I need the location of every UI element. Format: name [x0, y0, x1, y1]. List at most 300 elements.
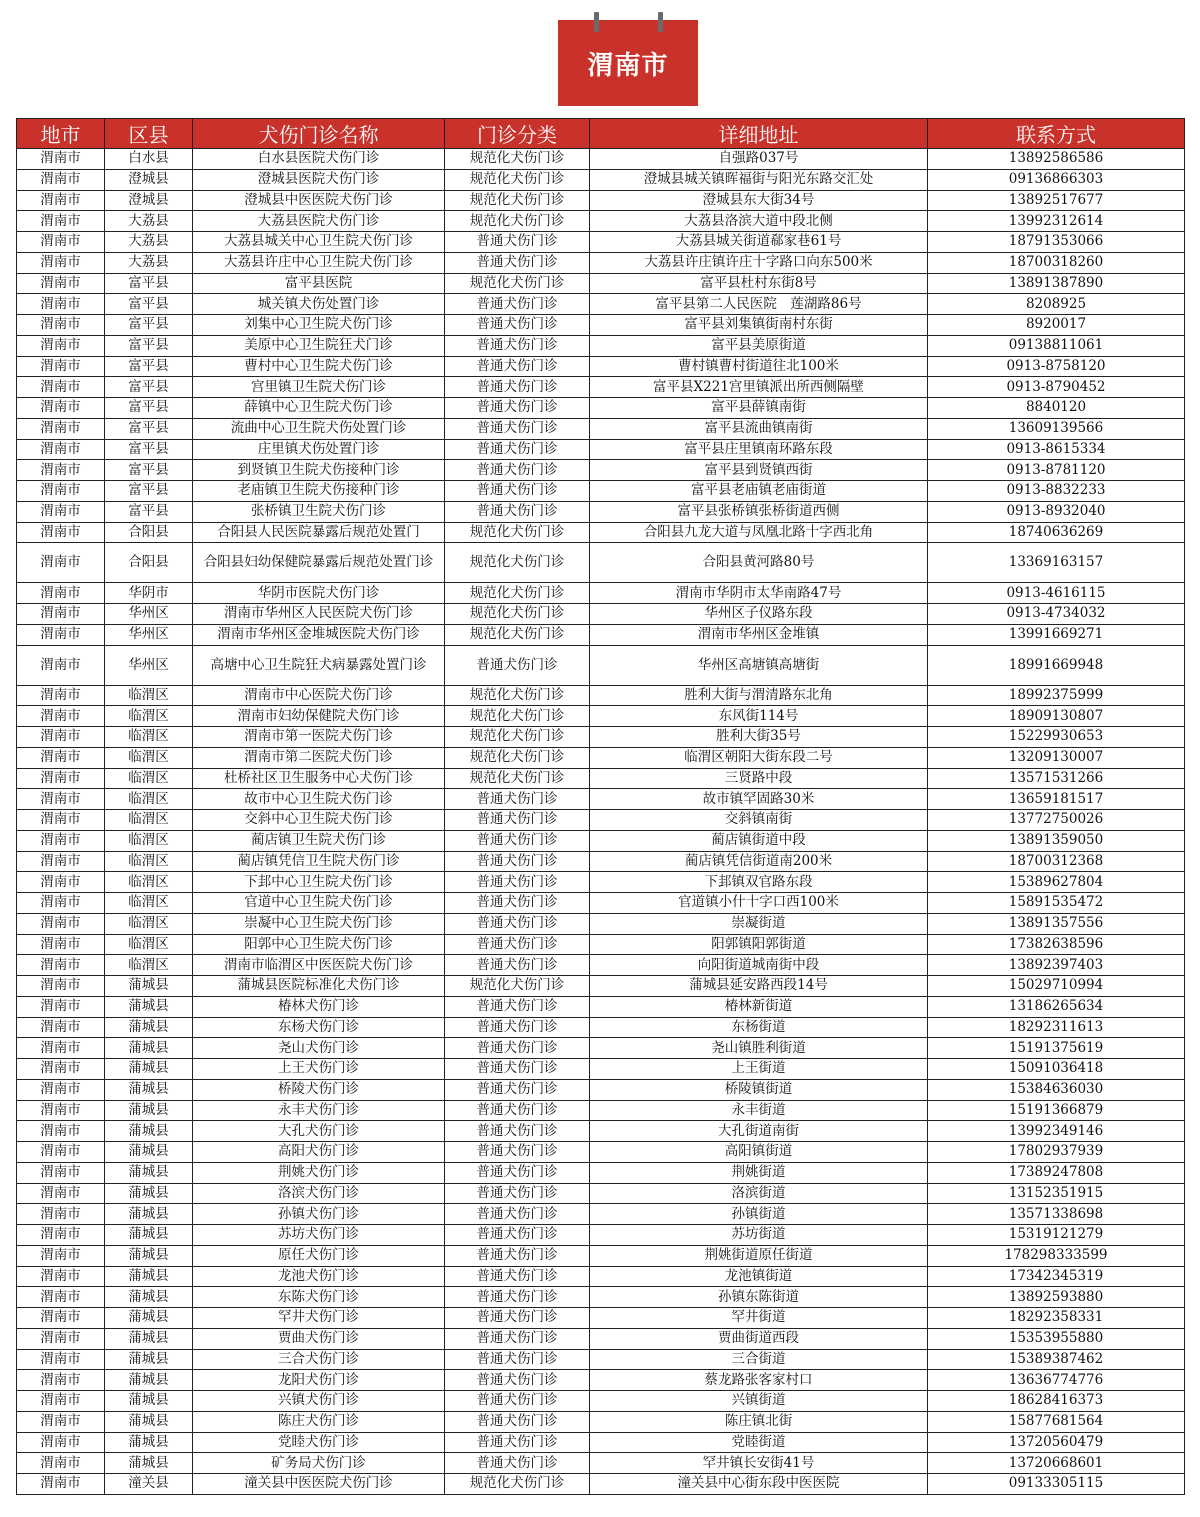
cell-district: 临渭区: [105, 789, 193, 810]
cell-contact: 17802937939: [928, 1142, 1185, 1163]
cell-district: 蒲城县: [105, 1411, 193, 1432]
cell-contact: 13992312614: [928, 211, 1185, 232]
table-row: [17, 706, 1185, 727]
cell-city: 渭南市: [17, 1204, 105, 1225]
cell-clinic-name: 薛镇中心卫生院犬伤门诊: [193, 398, 445, 419]
cell-clinic-name: 阳郭中心卫生院犬伤门诊: [193, 934, 445, 955]
cell-address: 富平县第二人民医院 莲湖路86号: [590, 294, 928, 315]
cell-address: 富平县庄里镇南环路东段: [590, 439, 928, 460]
cell-clinic-name: 尧山犬伤门诊: [193, 1038, 445, 1059]
table-row: [17, 501, 1185, 522]
cell-city: 渭南市: [17, 830, 105, 851]
cell-address: 富平县刘集镇街南村东街: [590, 315, 928, 336]
cell-clinic-type: 规范化犬伤门诊: [445, 273, 590, 294]
cell-district: 蒲城县: [105, 1059, 193, 1080]
cell-contact: 15091036418: [928, 1059, 1185, 1080]
cell-city: 渭南市: [17, 169, 105, 190]
cell-clinic-type: 普通犬伤门诊: [445, 1411, 590, 1432]
cell-city: 渭南市: [17, 232, 105, 253]
cell-clinic-type: 规范化犬伤门诊: [445, 747, 590, 768]
table-row: [17, 1121, 1185, 1142]
cell-address: 洛滨街道: [590, 1183, 928, 1204]
table-row: [17, 169, 1185, 190]
cell-address: 富平县杜村东街8号: [590, 273, 928, 294]
table-row: [17, 1245, 1185, 1266]
cell-clinic-name: 椿林犬伤门诊: [193, 996, 445, 1017]
cell-clinic-name: 永丰犬伤门诊: [193, 1100, 445, 1121]
cell-city: 渭南市: [17, 913, 105, 934]
table-row: [17, 685, 1185, 706]
cell-clinic-name: 美原中心卫生院狂犬门诊: [193, 335, 445, 356]
cell-contact: 18292358331: [928, 1308, 1185, 1329]
cell-clinic-name: 蔺店镇卫生院犬伤门诊: [193, 830, 445, 851]
cell-clinic-type: 规范化犬伤门诊: [445, 211, 590, 232]
cell-district: 蒲城县: [105, 1391, 193, 1412]
cell-clinic-type: 普通犬伤门诊: [445, 1183, 590, 1204]
cell-clinic-type: 普通犬伤门诊: [445, 645, 590, 685]
cell-address: 向阳街道城南街中段: [590, 955, 928, 976]
cell-clinic-name: 东陈犬伤门诊: [193, 1287, 445, 1308]
cell-city: 渭南市: [17, 996, 105, 1017]
cell-address: 龙池镇街道: [590, 1266, 928, 1287]
cell-district: 蒲城县: [105, 1328, 193, 1349]
cell-clinic-name: 大荔县许庄中心卫生院犬伤门诊: [193, 252, 445, 273]
cell-contact: 178298333599: [928, 1245, 1185, 1266]
cell-district: 蒲城县: [105, 996, 193, 1017]
cell-clinic-type: 普通犬伤门诊: [445, 460, 590, 481]
cell-contact: 15229930653: [928, 727, 1185, 748]
cell-clinic-type: 普通犬伤门诊: [445, 1245, 590, 1266]
cell-district: 蒲城县: [105, 1308, 193, 1329]
cell-address: 苏坊街道: [590, 1225, 928, 1246]
cell-clinic-type: 规范化犬伤门诊: [445, 685, 590, 706]
cell-clinic-name: 曹村中心卫生院犬伤门诊: [193, 356, 445, 377]
cell-district: 临渭区: [105, 685, 193, 706]
cell-clinic-type: 普通犬伤门诊: [445, 934, 590, 955]
table-row: [17, 1391, 1185, 1412]
cell-district: 临渭区: [105, 768, 193, 789]
cell-address: 罕井街道: [590, 1308, 928, 1329]
table-row: [17, 747, 1185, 768]
cell-address: 蒲城县延安路西段14号: [590, 976, 928, 997]
cell-clinic-type: 规范化犬伤门诊: [445, 727, 590, 748]
cell-contact: 17342345319: [928, 1266, 1185, 1287]
cell-clinic-type: 普通犬伤门诊: [445, 996, 590, 1017]
cell-contact: 18292311613: [928, 1017, 1185, 1038]
cell-address: 富平县张桥镇张桥街道西侧: [590, 501, 928, 522]
cell-city: 渭南市: [17, 685, 105, 706]
cell-contact: 15191375619: [928, 1038, 1185, 1059]
cell-district: 蒲城县: [105, 1245, 193, 1266]
table-row: [17, 1453, 1185, 1474]
cell-address: 孙镇东陈街道: [590, 1287, 928, 1308]
cell-clinic-type: 普通犬伤门诊: [445, 851, 590, 872]
cell-contact: 15384636030: [928, 1079, 1185, 1100]
cell-contact: 13209130007: [928, 747, 1185, 768]
cell-clinic-name: 合阳县人民医院暴露后规范处置门: [193, 522, 445, 543]
cell-clinic-type: 普通犬伤门诊: [445, 872, 590, 893]
cell-district: 临渭区: [105, 872, 193, 893]
cell-address: 兴镇街道: [590, 1391, 928, 1412]
cell-district: 富平县: [105, 356, 193, 377]
cell-city: 渭南市: [17, 439, 105, 460]
cell-district: 蒲城县: [105, 1266, 193, 1287]
cell-clinic-name: 高阳犬伤门诊: [193, 1142, 445, 1163]
cell-contact: 18791353066: [928, 232, 1185, 253]
cell-district: 大荔县: [105, 252, 193, 273]
cell-address: 富平县流曲镇南街: [590, 418, 928, 439]
table-row: [17, 1266, 1185, 1287]
cell-district: 蒲城县: [105, 1121, 193, 1142]
cell-contact: 13609139566: [928, 418, 1185, 439]
cell-clinic-name: 东杨犬伤门诊: [193, 1017, 445, 1038]
cell-contact: 15319121279: [928, 1225, 1185, 1246]
cell-clinic-name: 下邽中心卫生院犬伤门诊: [193, 872, 445, 893]
cell-contact: 13891387890: [928, 273, 1185, 294]
cell-district: 富平县: [105, 273, 193, 294]
cell-clinic-name: 高塘中心卫生院狂犬病暴露处置门诊: [193, 645, 445, 685]
cell-clinic-type: 规范化犬伤门诊: [445, 149, 590, 170]
cell-address: 蔺店镇街道中段: [590, 830, 928, 851]
table-row: [17, 460, 1185, 481]
cell-contact: 15353955880: [928, 1328, 1185, 1349]
cell-contact: 15029710994: [928, 976, 1185, 997]
cell-contact: 13636774776: [928, 1370, 1185, 1391]
cell-city: 渭南市: [17, 356, 105, 377]
cell-address: 大孔街道南街: [590, 1121, 928, 1142]
cell-clinic-name: 蒲城县医院标准化犬伤门诊: [193, 976, 445, 997]
cell-address: 富平县薛镇南街: [590, 398, 928, 419]
cell-clinic-name: 澄城县医院犬伤门诊: [193, 169, 445, 190]
cell-address: 蔺店镇凭信街道南200米: [590, 851, 928, 872]
cell-clinic-type: 规范化犬伤门诊: [445, 190, 590, 211]
table-row: [17, 481, 1185, 502]
cell-address: 东杨街道: [590, 1017, 928, 1038]
cell-contact: 0913-8758120: [928, 356, 1185, 377]
cell-contact: 13892586586: [928, 149, 1185, 170]
cell-contact: 09138811061: [928, 335, 1185, 356]
cell-contact: 15389387462: [928, 1349, 1185, 1370]
cell-clinic-type: 规范化犬伤门诊: [445, 604, 590, 625]
table-row: [17, 934, 1185, 955]
cell-contact: 15877681564: [928, 1411, 1185, 1432]
cell-city: 渭南市: [17, 1183, 105, 1204]
cell-clinic-name: 罕井犬伤门诊: [193, 1308, 445, 1329]
cell-address: 华州区子仪路东段: [590, 604, 928, 625]
cell-district: 富平县: [105, 315, 193, 336]
cell-clinic-name: 矿务局犬伤门诊: [193, 1453, 445, 1474]
header-district: 区县: [105, 119, 193, 149]
cell-clinic-name: 流曲中心卫生院犬伤处置门诊: [193, 418, 445, 439]
cell-district: 华阴市: [105, 583, 193, 604]
cell-clinic-type: 普通犬伤门诊: [445, 377, 590, 398]
cell-contact: 17382638596: [928, 934, 1185, 955]
cell-clinic-type: 普通犬伤门诊: [445, 1328, 590, 1349]
cell-address: 渭南市华州区金堆镇: [590, 624, 928, 645]
cell-district: 临渭区: [105, 830, 193, 851]
cell-clinic-name: 刘集中心卫生院犬伤门诊: [193, 315, 445, 336]
cell-clinic-type: 普通犬伤门诊: [445, 335, 590, 356]
cell-clinic-name: 庄里镇犬伤处置门诊: [193, 439, 445, 460]
cell-district: 华州区: [105, 645, 193, 685]
table-row: [17, 1349, 1185, 1370]
cell-city: 渭南市: [17, 1328, 105, 1349]
cell-city: 渭南市: [17, 1059, 105, 1080]
cell-city: 渭南市: [17, 1121, 105, 1142]
cell-city: 渭南市: [17, 1225, 105, 1246]
cell-address: 尧山镇胜利街道: [590, 1038, 928, 1059]
cell-district: 合阳县: [105, 543, 193, 583]
cell-address: 澄城县城关镇晖福街与阳光东路交汇处: [590, 169, 928, 190]
cell-clinic-type: 普通犬伤门诊: [445, 1017, 590, 1038]
cell-contact: 0913-8615334: [928, 439, 1185, 460]
city-title-badge: [558, 18, 698, 106]
cell-clinic-name: 上王犬伤门诊: [193, 1059, 445, 1080]
cell-clinic-type: 普通犬伤门诊: [445, 232, 590, 253]
cell-contact: 13772750026: [928, 810, 1185, 831]
table-row: [17, 1183, 1185, 1204]
cell-clinic-name: 到贤镇卫生院犬伤接种门诊: [193, 460, 445, 481]
table-row: [17, 315, 1185, 336]
cell-contact: 13991669271: [928, 624, 1185, 645]
table-row: [17, 976, 1185, 997]
cell-city: 渭南市: [17, 190, 105, 211]
cell-city: 渭南市: [17, 1370, 105, 1391]
cell-clinic-type: 规范化犬伤门诊: [445, 522, 590, 543]
cell-clinic-name: 宫里镇卫生院犬伤门诊: [193, 377, 445, 398]
cell-address: 胜利大街35号: [590, 727, 928, 748]
cell-clinic-name: 渭南市中心医院犬伤门诊: [193, 685, 445, 706]
table-row: [17, 1474, 1185, 1495]
cell-contact: 0913-8790452: [928, 377, 1185, 398]
cell-clinic-type: 普通犬伤门诊: [445, 1100, 590, 1121]
cell-clinic-type: 普通犬伤门诊: [445, 439, 590, 460]
cell-contact: 13571531266: [928, 768, 1185, 789]
cell-city: 渭南市: [17, 398, 105, 419]
cell-district: 华州区: [105, 604, 193, 625]
cell-district: 蒲城县: [105, 1432, 193, 1453]
cell-city: 渭南市: [17, 1017, 105, 1038]
table-row: [17, 604, 1185, 625]
cell-city: 渭南市: [17, 1349, 105, 1370]
cell-contact: 13892397403: [928, 955, 1185, 976]
cell-clinic-type: 普通犬伤门诊: [445, 913, 590, 934]
cell-clinic-type: 普通犬伤门诊: [445, 1287, 590, 1308]
cell-city: 渭南市: [17, 747, 105, 768]
cell-clinic-name: 官道中心卫生院犬伤门诊: [193, 893, 445, 914]
cell-clinic-type: 普通犬伤门诊: [445, 481, 590, 502]
cell-clinic-type: 规范化犬伤门诊: [445, 768, 590, 789]
cell-city: 渭南市: [17, 335, 105, 356]
cell-district: 大荔县: [105, 211, 193, 232]
cell-city: 渭南市: [17, 294, 105, 315]
table-row: [17, 624, 1185, 645]
cell-clinic-name: 合阳县妇幼保健院暴露后规范处置门诊: [193, 543, 445, 583]
cell-city: 渭南市: [17, 1432, 105, 1453]
cell-clinic-type: 规范化犬伤门诊: [445, 706, 590, 727]
cell-city: 渭南市: [17, 893, 105, 914]
cell-address: 党睦街道: [590, 1432, 928, 1453]
cell-district: 大荔县: [105, 232, 193, 253]
cell-address: 潼关县中心街东段中医医院: [590, 1474, 928, 1495]
cell-address: 富平县X221宫里镇派出所西侧隔壁: [590, 377, 928, 398]
cell-city: 渭南市: [17, 1453, 105, 1474]
city-title: 渭南市: [587, 50, 669, 81]
cell-clinic-name: 老庙镇卫生院犬伤接种门诊: [193, 481, 445, 502]
cell-district: 富平县: [105, 460, 193, 481]
cell-address: 蔡龙路张客家村口: [590, 1370, 928, 1391]
cell-city: 渭南市: [17, 1079, 105, 1100]
cell-address: 临渭区朝阳大街东段二号: [590, 747, 928, 768]
cell-contact: 18909130807: [928, 706, 1185, 727]
cell-district: 蒲城县: [105, 1183, 193, 1204]
cell-city: 渭南市: [17, 645, 105, 685]
cell-district: 蒲城县: [105, 1287, 193, 1308]
cell-address: 三合街道: [590, 1349, 928, 1370]
table-row: [17, 645, 1185, 685]
table-row: [17, 583, 1185, 604]
cell-address: 富平县到贤镇西街: [590, 460, 928, 481]
table-row: [17, 273, 1185, 294]
cell-contact: 8208925: [928, 294, 1185, 315]
cell-address: 曹村镇曹村街道往北100米: [590, 356, 928, 377]
cell-contact: 18991669948: [928, 645, 1185, 685]
cell-city: 渭南市: [17, 955, 105, 976]
table-row: [17, 377, 1185, 398]
cell-clinic-name: 潼关县中医医院犬伤门诊: [193, 1474, 445, 1495]
cell-city: 渭南市: [17, 583, 105, 604]
cell-city: 渭南市: [17, 810, 105, 831]
cell-clinic-name: 杜桥社区卫生服务中心犬伤门诊: [193, 768, 445, 789]
cell-contact: 0913-4734032: [928, 604, 1185, 625]
cell-district: 富平县: [105, 294, 193, 315]
cell-contact: 13891359050: [928, 830, 1185, 851]
cell-clinic-type: 普通犬伤门诊: [445, 1079, 590, 1100]
cell-clinic-type: 普通犬伤门诊: [445, 294, 590, 315]
cell-address: 下邽镇双官路东段: [590, 872, 928, 893]
table-row: [17, 398, 1185, 419]
cell-contact: 13659181517: [928, 789, 1185, 810]
cell-district: 澄城县: [105, 169, 193, 190]
binder-ring-icon: [594, 12, 599, 32]
cell-clinic-name: 桥陵犬伤门诊: [193, 1079, 445, 1100]
cell-district: 合阳县: [105, 522, 193, 543]
cell-address: 交斜镇南街: [590, 810, 928, 831]
table-body: [17, 149, 1185, 1495]
cell-address: 上王街道: [590, 1059, 928, 1080]
cell-district: 蒲城县: [105, 1142, 193, 1163]
cell-clinic-name: 华阴市医院犬伤门诊: [193, 583, 445, 604]
cell-contact: 13892593880: [928, 1287, 1185, 1308]
cell-contact: 0913-8781120: [928, 460, 1185, 481]
table-row: [17, 335, 1185, 356]
table-row: [17, 996, 1185, 1017]
header-clinic-type: 门诊分类: [445, 119, 590, 149]
binder-ring-icon: [658, 12, 663, 32]
cell-city: 渭南市: [17, 872, 105, 893]
table-row: [17, 1204, 1185, 1225]
cell-city: 渭南市: [17, 1245, 105, 1266]
cell-contact: 18740636269: [928, 522, 1185, 543]
cell-address: 贾曲街道西段: [590, 1328, 928, 1349]
table-row: [17, 1432, 1185, 1453]
cell-district: 华州区: [105, 624, 193, 645]
cell-city: 渭南市: [17, 976, 105, 997]
cell-city: 渭南市: [17, 934, 105, 955]
cell-clinic-type: 普通犬伤门诊: [445, 1432, 590, 1453]
cell-city: 渭南市: [17, 273, 105, 294]
cell-clinic-type: 普通犬伤门诊: [445, 789, 590, 810]
cell-city: 渭南市: [17, 522, 105, 543]
table-row: [17, 851, 1185, 872]
cell-city: 渭南市: [17, 252, 105, 273]
cell-clinic-name: 崇凝中心卫生院犬伤门诊: [193, 913, 445, 934]
cell-district: 蒲城县: [105, 976, 193, 997]
cell-clinic-type: 普通犬伤门诊: [445, 1204, 590, 1225]
cell-address: 华州区高塘镇高塘街: [590, 645, 928, 685]
table-row: [17, 294, 1185, 315]
cell-contact: 18700312368: [928, 851, 1185, 872]
cell-clinic-name: 蔺店镇凭信卫生院犬伤门诊: [193, 851, 445, 872]
cell-contact: 18992375999: [928, 685, 1185, 706]
cell-address: 阳郭镇阳郭街道: [590, 934, 928, 955]
table-row: [17, 356, 1185, 377]
table-row: [17, 1308, 1185, 1329]
cell-address: 永丰街道: [590, 1100, 928, 1121]
table-row: [17, 1287, 1185, 1308]
cell-clinic-name: 渭南市华州区金堆城医院犬伤门诊: [193, 624, 445, 645]
cell-city: 渭南市: [17, 481, 105, 502]
cell-contact: 18700318260: [928, 252, 1185, 273]
table-row: [17, 1328, 1185, 1349]
cell-district: 临渭区: [105, 934, 193, 955]
cell-clinic-name: 渭南市妇幼保健院犬伤门诊: [193, 706, 445, 727]
header-city: 地市: [17, 119, 105, 149]
cell-contact: 18628416373: [928, 1391, 1185, 1412]
cell-district: 临渭区: [105, 913, 193, 934]
cell-city: 渭南市: [17, 1100, 105, 1121]
cell-clinic-type: 普通犬伤门诊: [445, 1142, 590, 1163]
cell-city: 渭南市: [17, 604, 105, 625]
cell-address: 渭南市华阴市太华南路47号: [590, 583, 928, 604]
table-row: [17, 543, 1185, 583]
cell-district: 潼关县: [105, 1474, 193, 1495]
cell-clinic-name: 洛滨犬伤门诊: [193, 1183, 445, 1204]
table-row: [17, 1100, 1185, 1121]
cell-clinic-type: 普通犬伤门诊: [445, 830, 590, 851]
cell-contact: 13571338698: [928, 1204, 1185, 1225]
cell-address: 合阳县黄河路80号: [590, 543, 928, 583]
city-title-box: [558, 20, 698, 106]
cell-clinic-type: 普通犬伤门诊: [445, 1266, 590, 1287]
cell-clinic-name: 孙镇犬伤门诊: [193, 1204, 445, 1225]
cell-clinic-type: 规范化犬伤门诊: [445, 169, 590, 190]
cell-address: 富平县老庙镇老庙街道: [590, 481, 928, 502]
cell-clinic-type: 普通犬伤门诊: [445, 1162, 590, 1183]
cell-district: 临渭区: [105, 747, 193, 768]
cell-contact: 0913-8932040: [928, 501, 1185, 522]
cell-district: 蒲城县: [105, 1370, 193, 1391]
cell-contact: 13892517677: [928, 190, 1185, 211]
cell-district: 蒲城县: [105, 1100, 193, 1121]
cell-clinic-name: 城关镇犬伤处置门诊: [193, 294, 445, 315]
cell-city: 渭南市: [17, 768, 105, 789]
cell-contact: 13720668601: [928, 1453, 1185, 1474]
cell-clinic-name: 贾曲犬伤门诊: [193, 1328, 445, 1349]
table-row: [17, 727, 1185, 748]
cell-district: 蒲城县: [105, 1038, 193, 1059]
cell-address: 荆姚街道: [590, 1162, 928, 1183]
